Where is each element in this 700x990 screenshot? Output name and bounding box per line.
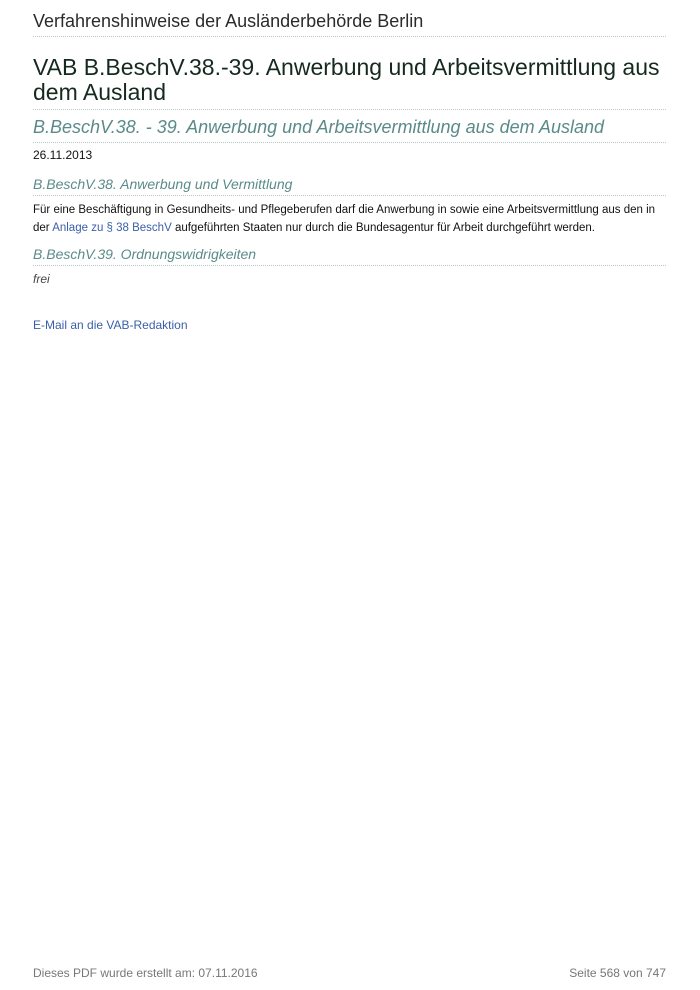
document-date: 26.11.2013 xyxy=(33,148,93,162)
section-39-text: frei xyxy=(33,272,50,286)
page-title: VAB B.BeschV.38.-39. Anwerbung und Arbeitsvermittlung aus dem Ausland xyxy=(33,55,666,110)
section-38-text-after: aufgeführten Staaten nur durch die Bundesagentur für Arbeit durchgeführt werden. xyxy=(171,222,595,234)
site-title: Verfahrenshinweise der Ausländerbehörde Berlin xyxy=(33,11,666,37)
section-38-heading: B.BeschV.38. Anwerbung und Vermittlung xyxy=(33,176,666,196)
beschv-annex-link[interactable]: Anlage zu § 38 BeschV xyxy=(52,222,172,234)
footer-created-date: Dieses PDF wurde erstellt am: 07.11.2016 xyxy=(33,966,258,980)
footer-page-number: Seite 568 von 747 xyxy=(569,966,666,980)
contact-block xyxy=(33,318,188,332)
section-38-text-before: Für eine Beschäftigung in Gesundheits- und Pflegeberufen darf die Anwerbung in sowie eine Arbeitsvermittlung aus den in der xyxy=(33,204,656,234)
section-39-heading: B.BeschV.39. Ordnungswidrigkeiten xyxy=(33,246,666,266)
section-38-paragraph xyxy=(33,201,666,237)
email-editorial-link[interactable]: E-Mail an die VAB-Redaktion xyxy=(33,318,188,332)
document-subtitle: B.BeschV.38. - 39. Anwerbung und Arbeitsvermittlung aus dem Ausland xyxy=(33,117,666,143)
